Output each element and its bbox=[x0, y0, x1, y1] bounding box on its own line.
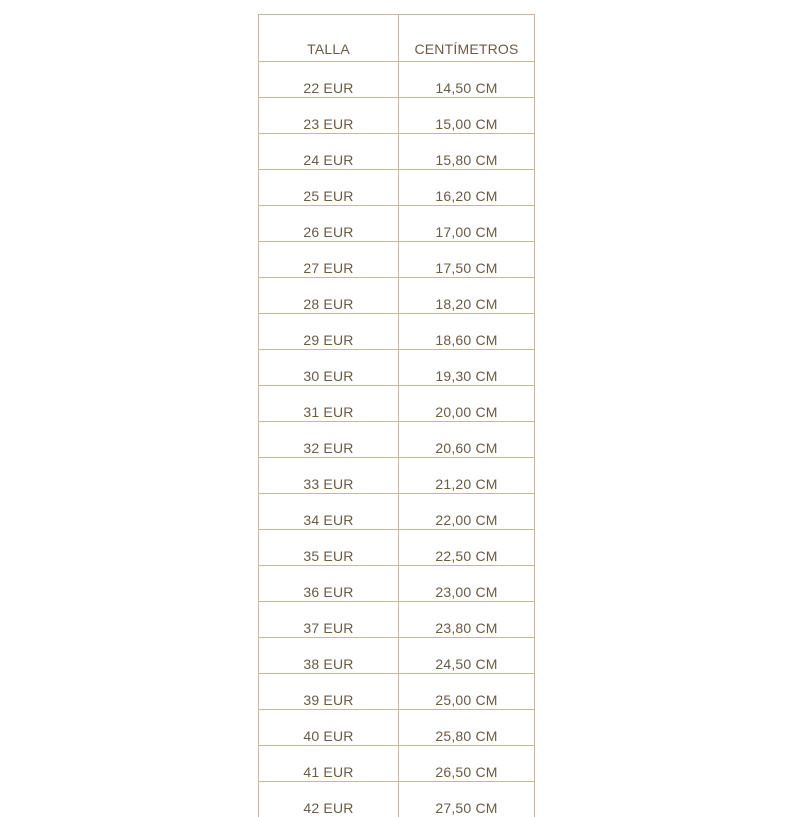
size-cell: 23 EUR bbox=[259, 98, 399, 134]
size-cell: 25 EUR bbox=[259, 170, 399, 206]
centimeters-cell: 19,30 CM bbox=[399, 350, 535, 386]
size-cell: 40 EUR bbox=[259, 710, 399, 746]
table-row bbox=[259, 674, 535, 710]
centimeters-cell: 23,00 CM bbox=[399, 566, 535, 602]
centimeters-cell: 15,00 CM bbox=[399, 98, 535, 134]
centimeters-cell: 18,60 CM bbox=[399, 314, 535, 350]
size-cell: 35 EUR bbox=[259, 530, 399, 566]
size-chart-table bbox=[258, 14, 535, 817]
centimeters-cell: 22,00 CM bbox=[399, 494, 535, 530]
table-row bbox=[259, 566, 535, 602]
table-row bbox=[259, 206, 535, 242]
table-row bbox=[259, 782, 535, 817]
table-row bbox=[259, 422, 535, 458]
centimeters-cell: 25,00 CM bbox=[399, 674, 535, 710]
size-rows bbox=[259, 62, 535, 817]
size-cell: 34 EUR bbox=[259, 494, 399, 530]
centimeters-cell: 17,50 CM bbox=[399, 242, 535, 278]
table-row bbox=[259, 494, 535, 530]
table-row bbox=[259, 98, 535, 134]
centimeters-cell: 22,50 CM bbox=[399, 530, 535, 566]
table-row bbox=[259, 746, 535, 782]
centimeters-cell: 17,00 CM bbox=[399, 206, 535, 242]
table-row bbox=[259, 134, 535, 170]
size-cell: 37 EUR bbox=[259, 602, 399, 638]
centimeters-cell: 18,20 CM bbox=[399, 278, 535, 314]
size-cell: 36 EUR bbox=[259, 566, 399, 602]
table-row bbox=[259, 314, 535, 350]
size-cell: 31 EUR bbox=[259, 386, 399, 422]
header-centimetros: CENTÍMETROS bbox=[399, 15, 535, 62]
size-cell: 32 EUR bbox=[259, 422, 399, 458]
centimeters-cell: 14,50 CM bbox=[399, 62, 535, 98]
table-row bbox=[259, 62, 535, 98]
header-row bbox=[259, 15, 535, 62]
table-row bbox=[259, 350, 535, 386]
table-row bbox=[259, 530, 535, 566]
size-cell: 22 EUR bbox=[259, 62, 399, 98]
table-row bbox=[259, 458, 535, 494]
centimeters-cell: 25,80 CM bbox=[399, 710, 535, 746]
centimeters-cell: 24,50 CM bbox=[399, 638, 535, 674]
centimeters-cell: 23,80 CM bbox=[399, 602, 535, 638]
table-row bbox=[259, 278, 535, 314]
size-cell: 42 EUR bbox=[259, 782, 399, 817]
size-cell: 26 EUR bbox=[259, 206, 399, 242]
centimeters-cell: 16,20 CM bbox=[399, 170, 535, 206]
centimeters-cell: 20,00 CM bbox=[399, 386, 535, 422]
table-row bbox=[259, 386, 535, 422]
table-row bbox=[259, 242, 535, 278]
centimeters-cell: 26,50 CM bbox=[399, 746, 535, 782]
centimeters-cell: 21,20 CM bbox=[399, 458, 535, 494]
size-cell: 29 EUR bbox=[259, 314, 399, 350]
size-cell: 27 EUR bbox=[259, 242, 399, 278]
size-cell: 30 EUR bbox=[259, 350, 399, 386]
table-row bbox=[259, 638, 535, 674]
table-row bbox=[259, 170, 535, 206]
size-cell: 39 EUR bbox=[259, 674, 399, 710]
size-cell: 38 EUR bbox=[259, 638, 399, 674]
size-cell: 28 EUR bbox=[259, 278, 399, 314]
centimeters-cell: 20,60 CM bbox=[399, 422, 535, 458]
table-row bbox=[259, 602, 535, 638]
centimeters-cell: 27,50 CM bbox=[399, 782, 535, 817]
centimeters-cell: 15,80 CM bbox=[399, 134, 535, 170]
table-row bbox=[259, 710, 535, 746]
size-cell: 24 EUR bbox=[259, 134, 399, 170]
header-talla: TALLA bbox=[259, 15, 399, 62]
size-cell: 41 EUR bbox=[259, 746, 399, 782]
size-cell: 33 EUR bbox=[259, 458, 399, 494]
